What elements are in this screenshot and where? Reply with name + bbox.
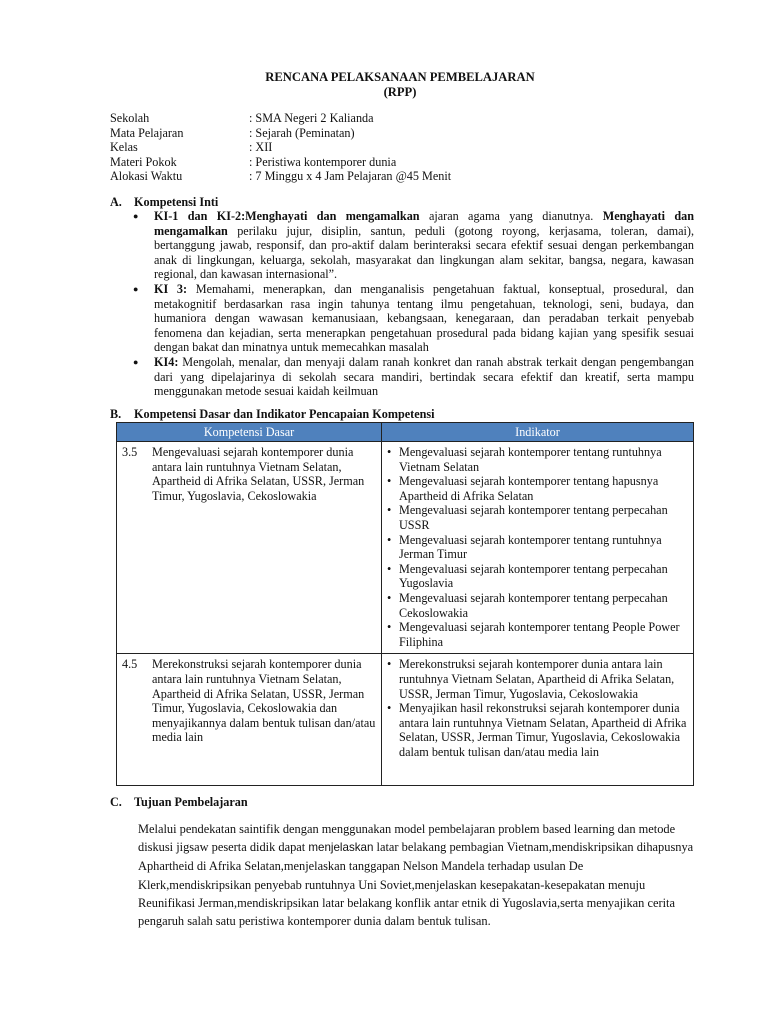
list-item: • Mengevaluasi sejarah kontemporer tentang hapusnya Apartheid di Afrika Selatan [387,474,688,503]
tujuan-text: latar belakang pembagian Vietnam,mendiskripsikan dihapusnya Aphartheid di Afrika Selatan,menjelaskan tanggapan Nelson Mandela terhadap usulan De Klerk,mendiskripsikan penyebab runtuhnya Uni Soviet,menjelaskan kesepakatan-kesepakatan menuju Reunifikasi Jerman,mendiskripsikan latar belakang konflik antar etnik di Yugoslavia,serta menyajikan cerita pengaruh salah satu peristiwa kontemporer dunia dalam bentuk tulisan. [138,840,694,929]
ki-text: perilaku jujur, disiplin, santun, peduli (gotong royong, kerjasama, toleran, damai), bertanggung jawab, responsif, dan pro-aktif dalam berinteraksi secara efektif sesuai dengan perkembangan anak di lingkungan, keluarga, sekolah, masyarakat dan lingkungan alam sekitar, bangsa, negara, kawasan regional, dan kawasan internasional”. [154,223,694,282]
ki-label: KI-1 dan KI-2:Menghayati dan mengamalkan [154,209,420,223]
column-header-indikator: Indikator [382,423,694,442]
identity-value: : XII [249,140,273,155]
kd-number: 4.5 [122,657,138,672]
list-item [131,282,694,355]
identity-row-kelas [110,140,451,155]
table-row [117,654,694,786]
kompetensi-table [116,422,694,786]
identity-value: : SMA Negeri 2 Kalianda [249,111,374,125]
ki-label: KI4: [154,354,179,369]
identity-value: : Peristiwa kontemporer dunia [249,154,397,169]
section-title: Kompetensi Inti [134,195,219,209]
kd-text: Merekonstruksi sejarah kontemporer dunia antara lain runtuhnya Vietnam Selatan, Apartheid di Afrika Selatan, USSR, Jerman Timur, Yugoslavia, Cekoslowakia dan menyajikannya dalam bentuk tulisan dan/atau media lain [152,657,376,745]
section-letter: A. [110,195,122,209]
list-item: • Mengevaluasi sejarah kontemporer tentang People Power Filiphina [387,620,688,649]
identity-block [110,111,451,184]
tujuan-text: Melalui pendekatan saintifik dengan menggunakan model pembelajaran problem based learning dan metode diskusi jigsaw peserta didik dapat [138,822,676,855]
section-title: Kompetensi Dasar dan Indikator Pencapaian Kompetensi [134,407,435,421]
section-letter: C. [110,795,122,809]
indikator-cell [382,654,694,786]
ki-label: KI 3: [154,281,188,296]
table-header-row [117,423,694,442]
ki-text: ajaran agama yang dianutnya. [419,209,603,223]
ki-text: Mengolah, menalar, dan menyaji dalam ranah konkret dan ranah abstrak terkait dengan pengembangan dari yang dipelajarinya di sekolah secara mandiri, bertindak secara efektif dan kreatif, serta mampu menggunakan metode sesuai kaidah keilmuan [154,354,694,399]
section-c-heading [110,795,248,810]
identity-label: Mata Pelajaran [110,125,184,140]
section-title: Tujuan Pembelajaran [134,795,248,809]
document-subtitle: (RPP) [383,85,417,99]
indikator-list [387,445,688,649]
document-title: RENCANA PELAKSANAAN PEMBELAJARAN [265,70,535,84]
kompetensi-inti-list [131,209,694,399]
identity-label: Alokasi Waktu [110,169,183,184]
list-item: • Mengevaluasi sejarah kontemporer tentang perpecahan Yugoslavia [387,562,688,591]
list-item [131,209,694,282]
list-item: • Menyajikan hasil rekonstruksi sejarah kontemporer dunia antara lain runtuhnya Vietnam Selatan, Apartheid di Afrika Selatan, USSR, Jerman Timur, Yugoslavia, Cekoslowakia dalam bentuk tulisan dan/atau media lain [387,701,688,759]
section-letter: B. [110,407,122,421]
identity-label: Kelas [110,140,138,155]
identity-row-sekolah [110,111,451,126]
list-item: • Mengevaluasi sejarah kontemporer tentang perpecahan USSR [387,503,688,532]
list-item: • Mengevaluasi sejarah kontemporer tentang runtuhnya Vietnam Selatan [387,445,688,474]
list-item: • Merekonstruksi sejarah kontemporer dunia antara lain runtuhnya Vietnam Selatan, Apartheid di Afrika Selatan, USSR, Jerman Timur, Yugoslavia, Cekoslowakia [387,657,688,701]
identity-label: Sekolah [110,111,150,125]
kd-text: Mengevaluasi sejarah kontemporer dunia antara lain runtuhnya Vietnam Selatan, Apartheid di Afrika Selatan, USSR, Jerman Timur, Yugoslavia, Cekoslowakia [152,445,365,503]
list-item [131,355,694,399]
column-header-kd: Kompetensi Dasar [117,423,382,442]
table-row [117,442,694,654]
list-item: • Mengevaluasi sejarah kontemporer tentang perpecahan Cekoslowakia [387,591,688,620]
list-item: • Mengevaluasi sejarah kontemporer tentang runtuhnya Jerman Timur [387,533,688,562]
identity-row-materi [110,155,451,170]
indikator-cell [382,442,694,654]
tujuan-paragraph [138,820,698,930]
identity-row-mapel [110,126,451,141]
identity-row-alokasi [110,169,451,184]
identity-label: Materi Pokok [110,154,177,169]
ki-text: Memahami, menerapkan, dan menganalisis pengetahuan faktual, konseptual, prosedural, dan metakognitif berdasarkan rasa ingin tahunya tentang ilmu pengetahuan, teknologi, seni, budaya, dan humaniora dengan wawasan kemanusiaan, kebangsaan, kenegaraan, dan peradaban terkait penyebab fenomena dan kejadian, serta menerapkan pengetahuan prosedural pada bidang kajian yang spesifik sesuai dengan bakat dan minatnya untuk memecahkan masalah [154,281,694,355]
indikator-list [387,657,688,759]
section-b-heading [110,407,435,422]
kd-cell [117,654,382,786]
kd-cell [117,442,382,654]
kd-number: 3.5 [122,445,138,459]
ki-emphasis: Menghayati dan mengamalkan [154,209,694,238]
tujuan-text-sans: menjelaskan [308,841,374,855]
identity-value: : 7 Minggu x 4 Jam Pelajaran @45 Menit [249,169,452,184]
section-a-heading [110,195,218,210]
identity-value: : Sejarah (Peminatan) [249,125,355,140]
